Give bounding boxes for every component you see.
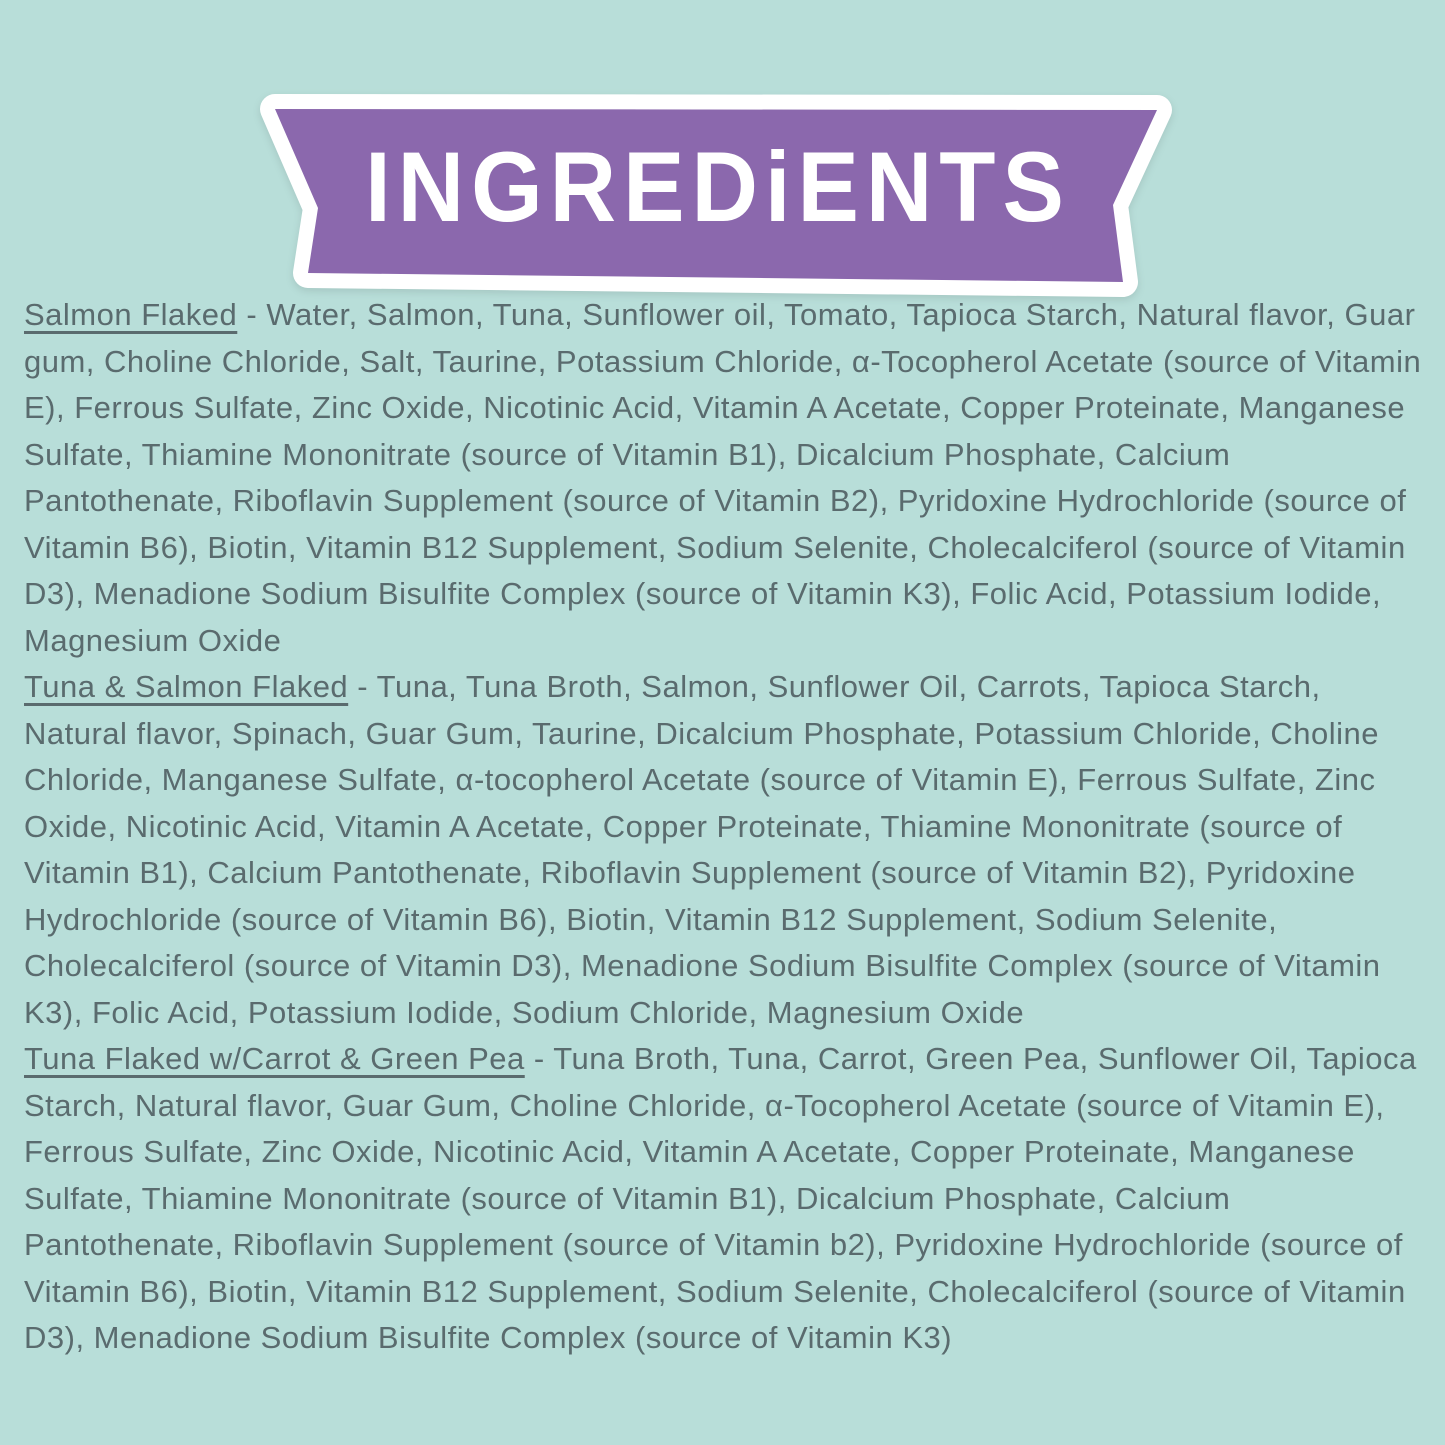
ingredients-text [24,292,1426,1362]
section-salmon-flaked [24,292,1426,664]
section-title: Tuna & Salmon Flaked [24,669,349,704]
ingredients-banner [253,78,1183,308]
section-body: - Tuna, Tuna Broth, Salmon, Sunflower Oil, Carrots, Tapioca Starch, Natural flavor, Spinach, Guar Gum, Taurine, Dicalcium Phosphate, Potassium Chloride, Choline Chloride, Manganese Sulfate, α-tocopherol Acetate (source of Vitamin E), Ferrous Sulfate, Zinc Oxide, Nicotinic Acid, Vitamin A Acetate, Copper Proteinate, Thiamine Mononitrate (source of Vitamin B1), Calcium Pantothenate, Riboflavin Supplement (source of Vitamin B2), Pyridoxine Hydrochloride (source of Vitamin B6), Biotin, Vitamin B12 Supplement, Sodium Selenite, Cholecalciferol (source of Vitamin D3), Menadione Sodium Bisulfite Complex (source of Vitamin K3), Folic Acid, Potassium Iodide, Sodium Chloride, Magnesium Oxide [24,669,1381,1030]
section-title: Salmon Flaked [24,297,238,332]
section-body: - Tuna Broth, Tuna, Carrot, Green Pea, Sunflower Oil, Tapioca Starch, Natural flavor, Guar Gum, Choline Chloride, α-Tocopherol Acetate (source of Vitamin E), Ferrous Sulfate, Zinc Oxide, Nicotinic Acid, Vitamin A Acetate, Copper Proteinate, Manganese Sulfate, Thiamine Mononitrate (source of Vitamin B1), Dicalcium Phosphate, Calcium Pantothenate, Riboflavin Supplement (source of Vitamin b2), Pyridoxine Hydrochloride (source of Vitamin B6), Biotin, Vitamin B12 Supplement, Sodium Selenite, Cholecalciferol (source of Vitamin D3), Menadione Sodium Bisulfite Complex (source of Vitamin K3) [24,1041,1417,1355]
section-title: Tuna Flaked w/Carrot & Green Pea [24,1041,525,1076]
section-tuna-flaked-carrot-green-pea [24,1036,1426,1362]
section-tuna-salmon-flaked [24,664,1426,1036]
section-body: - Water, Salmon, Tuna, Sunflower oil, Tomato, Tapioca Starch, Natural flavor, Guar gum, Choline Chloride, Salt, Taurine, Potassium Chloride, α-Tocopherol Acetate (source of Vitamin E), Ferrous Sulfate, Zinc Oxide, Nicotinic Acid, Vitamin A Acetate, Copper Proteinate, Manganese Sulfate, Thiamine Mononitrate (source of Vitamin B1), Dicalcium Phosphate, Calcium Pantothenate, Riboflavin Supplement (source of Vitamin B2), Pyridoxine Hydrochloride (source of Vitamin B6), Biotin, Vitamin B12 Supplement, Sodium Selenite, Cholecalciferol (source of Vitamin D3), Menadione Sodium Bisulfite Complex (source of Vitamin K3), Folic Acid, Potassium Iodide, Magnesium Oxide [24,297,1422,658]
banner-title: INGREDiENTS [365,131,1071,243]
